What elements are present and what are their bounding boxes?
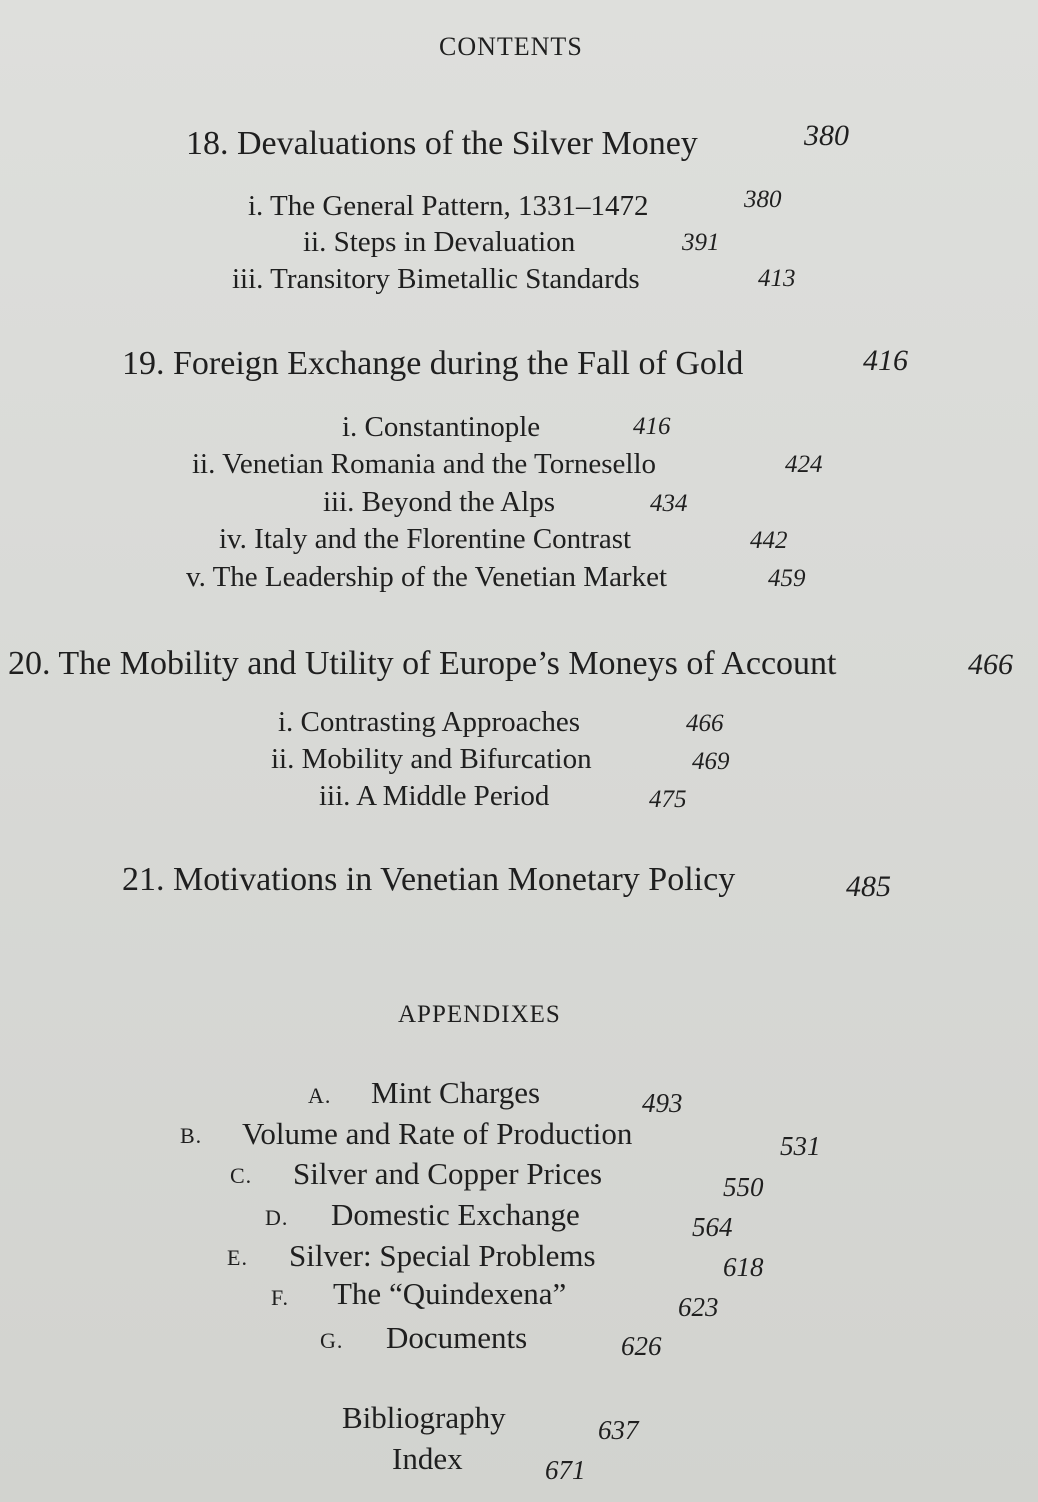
- index-title[interactable]: Index: [392, 1441, 463, 1476]
- chapter-21-title[interactable]: 21. Motivations in Venetian Monetary Policy: [122, 861, 736, 898]
- appendix-d-title[interactable]: Domestic Exchange: [331, 1197, 580, 1232]
- section-20-i[interactable]: i. Contrasting Approaches: [278, 706, 581, 738]
- section-20-iii[interactable]: iii. A Middle Period: [319, 780, 550, 812]
- appendix-d-letter: D.: [265, 1205, 289, 1230]
- appendix-g-letter: G.: [320, 1328, 344, 1353]
- bibliography-title[interactable]: Bibliography: [342, 1400, 506, 1435]
- section-19-i-page: 416: [633, 413, 671, 440]
- section-20-iii-page: 475: [649, 786, 687, 813]
- chapter-20-title[interactable]: 20. The Mobility and Utility of Europe’s Moneys of Account: [8, 645, 837, 682]
- chapter-19-page: 416: [863, 344, 908, 377]
- section-18-iii[interactable]: iii. Transitory Bimetallic Standards: [232, 263, 640, 295]
- section-20-ii-page: 469: [692, 748, 730, 775]
- appendix-b-letter: B.: [180, 1123, 203, 1148]
- section-18-iii-page: 413: [758, 265, 796, 292]
- appendix-a-letter: A.: [308, 1083, 332, 1108]
- appendixes-heading: APPENDIXES: [398, 1001, 561, 1028]
- section-19-v[interactable]: v. The Leadership of the Venetian Market: [186, 561, 668, 593]
- chapter-19-title[interactable]: 19. Foreign Exchange during the Fall of Gold: [122, 345, 744, 382]
- section-19-iv[interactable]: iv. Italy and the Florentine Contrast: [219, 523, 632, 555]
- section-19-v-page: 459: [768, 565, 806, 592]
- appendix-c-page: 550: [723, 1172, 764, 1202]
- appendix-f-letter: F.: [271, 1285, 289, 1310]
- index-page: 671: [545, 1455, 586, 1485]
- appendix-a-title[interactable]: Mint Charges: [371, 1075, 541, 1110]
- appendix-c-title[interactable]: Silver and Copper Prices: [293, 1156, 603, 1191]
- section-19-iii[interactable]: iii. Beyond the Alps: [323, 486, 555, 518]
- chapter-18-page: 380: [804, 119, 849, 152]
- appendix-g-page: 626: [621, 1331, 662, 1361]
- section-19-iv-page: 442: [750, 527, 788, 554]
- appendix-f-title[interactable]: The “Quindexena”: [333, 1276, 567, 1311]
- section-18-i[interactable]: i. The General Pattern, 1331–1472: [248, 190, 649, 222]
- section-18-i-page: 380: [744, 186, 782, 213]
- page-title: CONTENTS: [439, 32, 583, 61]
- chapter-21-page: 485: [846, 870, 891, 903]
- appendix-b-title[interactable]: Volume and Rate of Production: [242, 1116, 633, 1151]
- section-19-ii[interactable]: ii. Venetian Romania and the Tornesello: [192, 448, 657, 480]
- appendix-e-letter: E.: [227, 1245, 248, 1270]
- bibliography-page: 637: [598, 1415, 639, 1445]
- section-19-iii-page: 434: [650, 490, 688, 517]
- appendix-a-page: 493: [642, 1088, 683, 1118]
- appendix-f-page: 623: [678, 1292, 719, 1322]
- chapter-18-title[interactable]: 18. Devaluations of the Silver Money: [186, 125, 698, 162]
- section-20-i-page: 466: [686, 710, 724, 737]
- section-18-ii-page: 391: [682, 229, 720, 256]
- section-19-ii-page: 424: [785, 451, 823, 478]
- section-18-ii[interactable]: ii. Steps in Devaluation: [303, 226, 576, 258]
- section-19-i[interactable]: i. Constantinople: [342, 411, 541, 443]
- appendix-g-title[interactable]: Documents: [386, 1320, 528, 1355]
- appendix-c-letter: C.: [230, 1163, 253, 1188]
- appendix-d-page: 564: [692, 1212, 733, 1242]
- section-20-ii[interactable]: ii. Mobility and Bifurcation: [271, 743, 592, 775]
- appendix-e-page: 618: [723, 1252, 764, 1282]
- appendix-b-page: 531: [780, 1131, 821, 1161]
- appendix-e-title[interactable]: Silver: Special Problems: [289, 1238, 596, 1273]
- chapter-20-page: 466: [968, 648, 1013, 681]
